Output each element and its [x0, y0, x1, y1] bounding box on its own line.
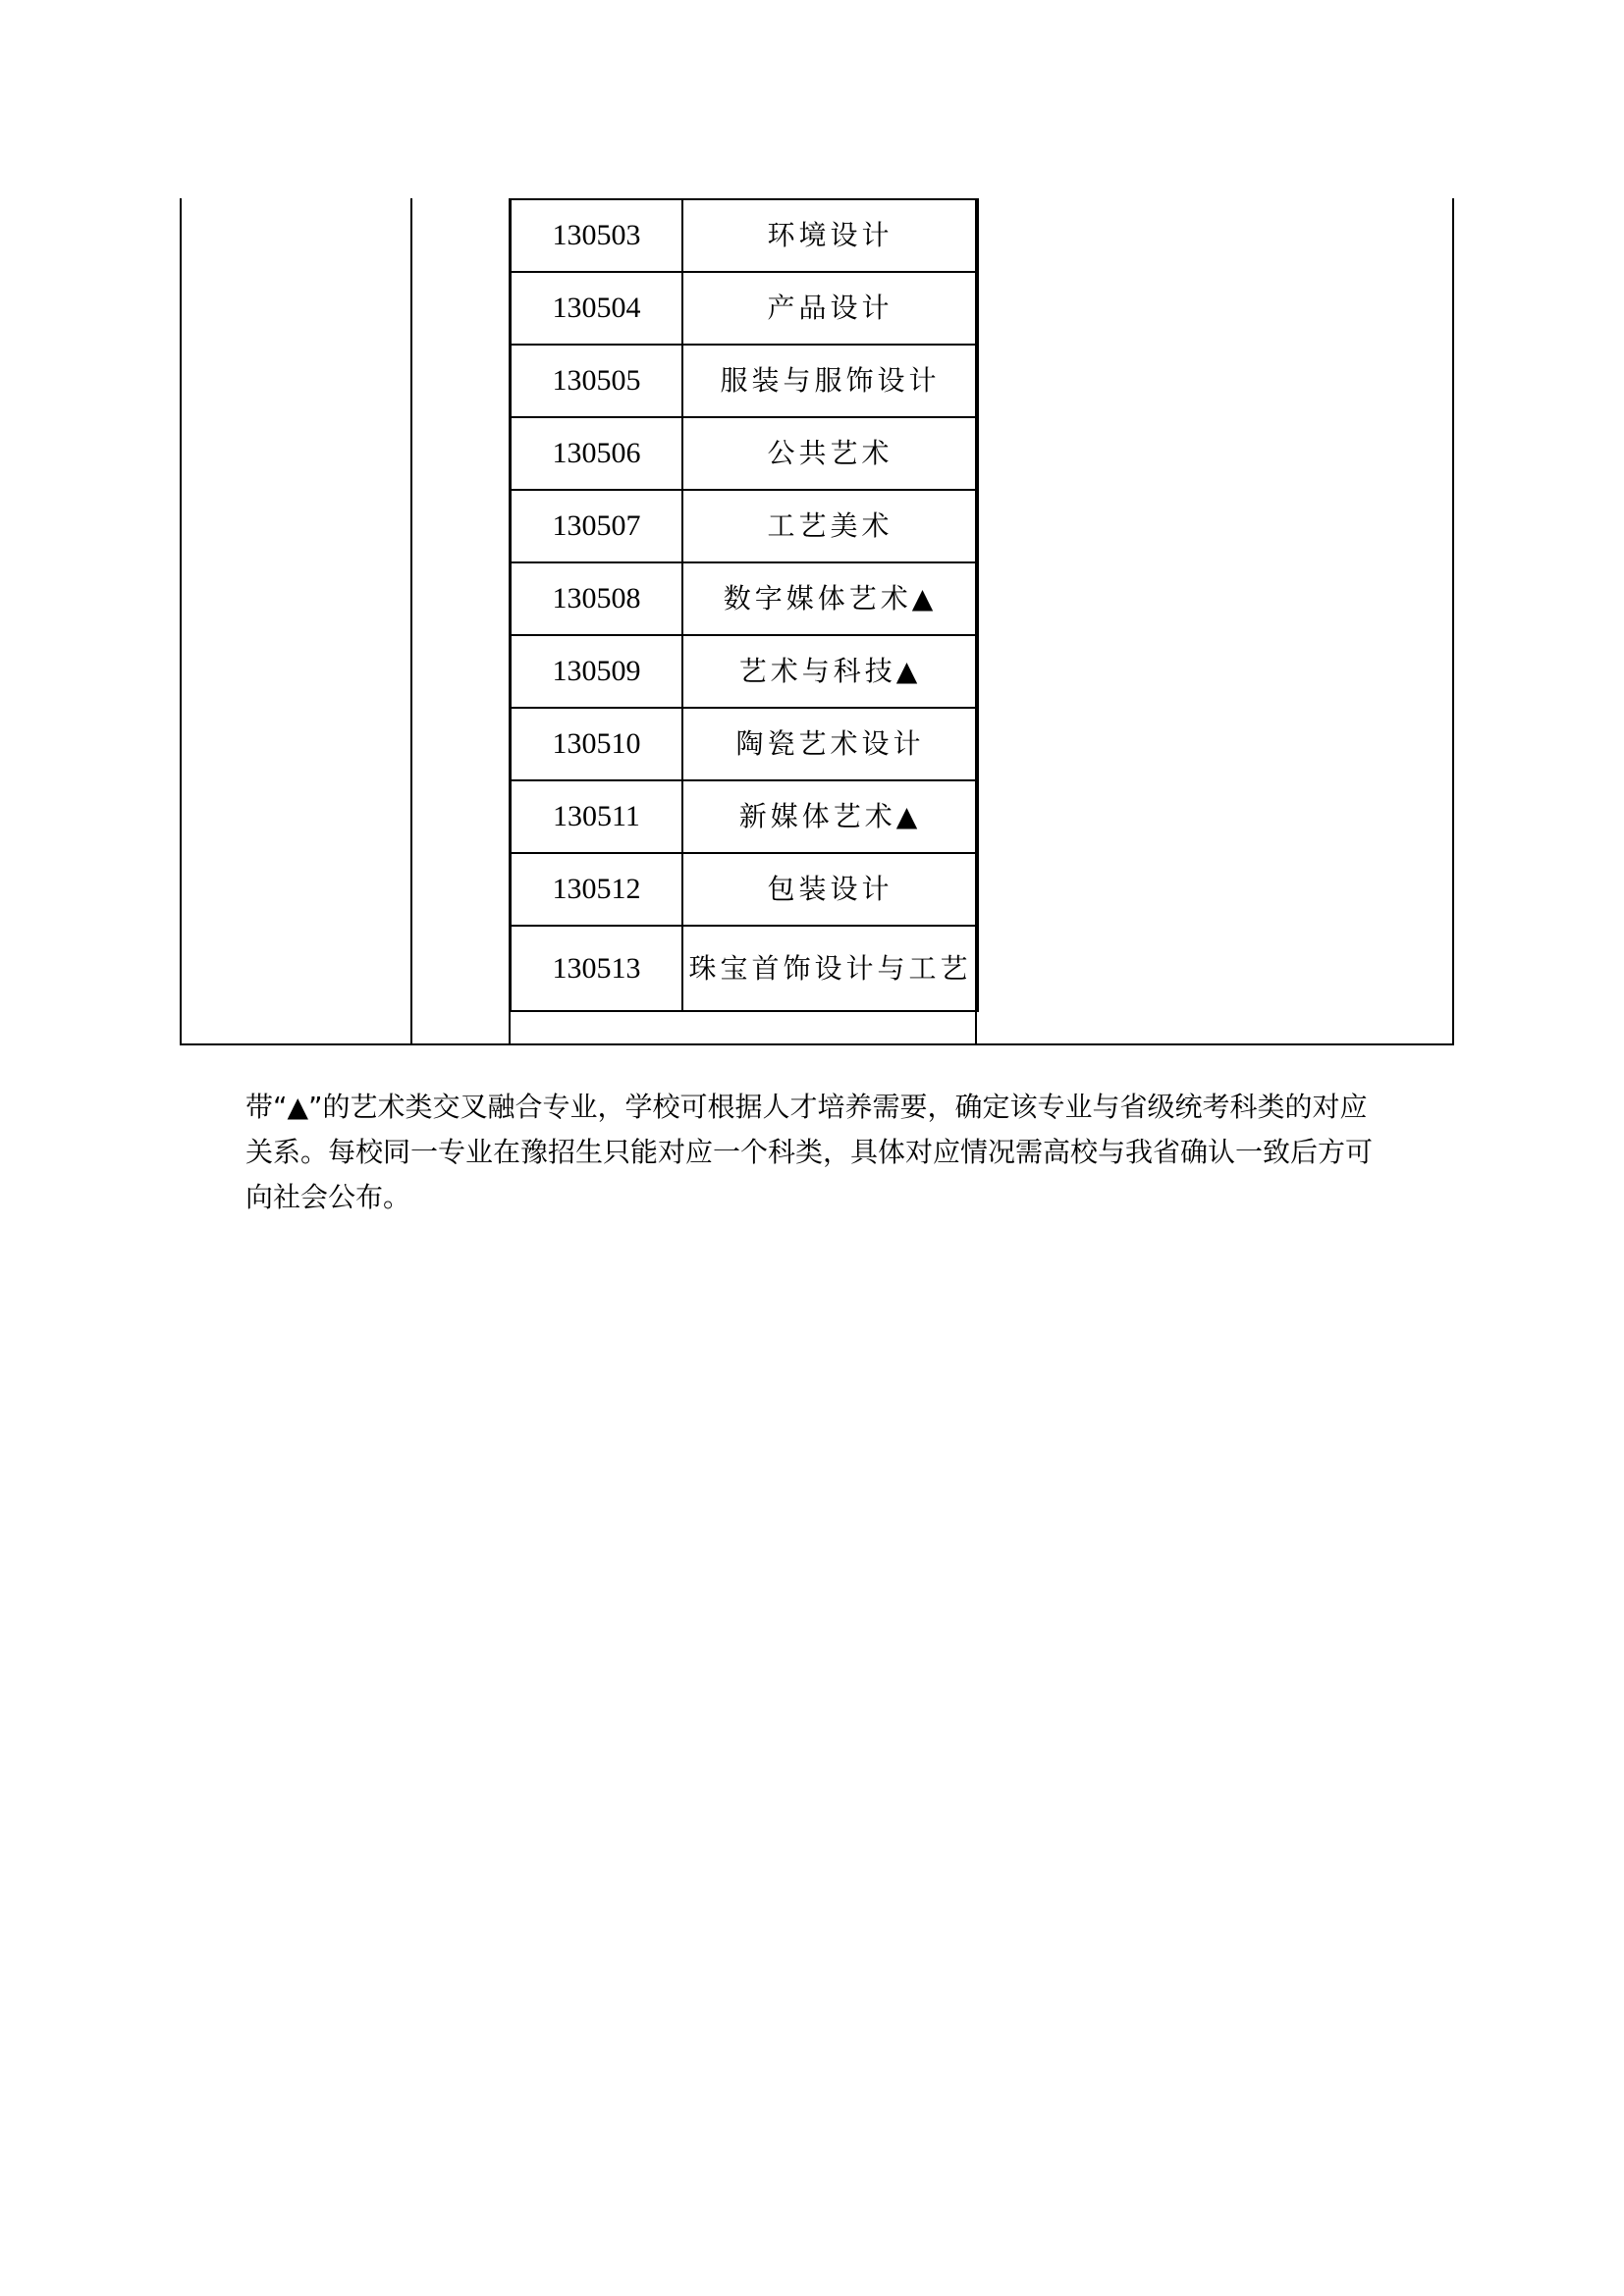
- table-row: [511, 272, 978, 345]
- major-name-cell: 服装与服饰设计: [682, 345, 978, 417]
- majors-table-body: [511, 199, 978, 1011]
- table-row: [511, 562, 978, 635]
- major-name-cell: 包装设计: [682, 853, 978, 926]
- major-code-cell: 130504: [511, 272, 682, 345]
- major-code-cell: 130508: [511, 562, 682, 635]
- table-row: [511, 345, 978, 417]
- major-code-cell: 130512: [511, 853, 682, 926]
- major-code-cell: 130511: [511, 780, 682, 853]
- table-row: [511, 490, 978, 562]
- major-name-cell: 艺术与科技▲: [682, 635, 978, 708]
- table-row: [511, 635, 978, 708]
- major-name-cell: 数字媒体艺术▲: [682, 562, 978, 635]
- table-row: [511, 199, 978, 272]
- footnote-paragraph: 带“▲”的艺术类交叉融合专业，学校可根据人才培养需要，确定该专业与省级统考科类的对应关系。每校同一专业在豫招生只能对应一个科类，具体对应情况需高校与我省确认一致后方可向社会公布。: [245, 1091, 1374, 1213]
- table-row: [511, 926, 978, 1011]
- table-column-divider: [410, 198, 412, 1045]
- major-name-cell: 公共艺术: [682, 417, 978, 490]
- major-name-cell: 产品设计: [682, 272, 978, 345]
- major-code-cell: 130506: [511, 417, 682, 490]
- major-name-cell: 环境设计: [682, 199, 978, 272]
- table-row: [511, 708, 978, 780]
- major-code-cell: 130510: [511, 708, 682, 780]
- majors-table: [510, 198, 979, 1012]
- table-row: [511, 417, 978, 490]
- major-code-cell: 130509: [511, 635, 682, 708]
- major-code-cell: 130505: [511, 345, 682, 417]
- major-name-cell: 工艺美术: [682, 490, 978, 562]
- major-code-cell: 130513: [511, 926, 682, 1011]
- major-name-cell: 新媒体艺术▲: [682, 780, 978, 853]
- major-name-cell: 珠宝首饰设计与工艺: [682, 926, 978, 1011]
- major-code-cell: 130503: [511, 199, 682, 272]
- table-row: [511, 780, 978, 853]
- major-name-cell: 陶瓷艺术设计: [682, 708, 978, 780]
- major-code-cell: 130507: [511, 490, 682, 562]
- table-row: [511, 853, 978, 926]
